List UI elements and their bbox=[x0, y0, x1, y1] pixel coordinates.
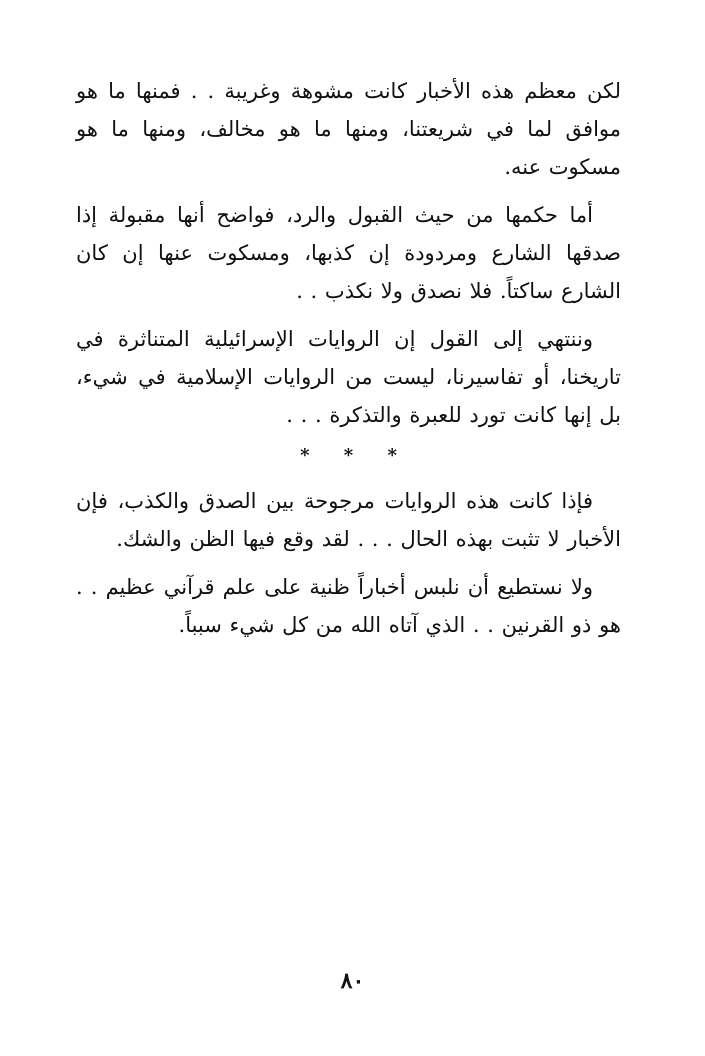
paragraph-4: فإذا كانت هذه الروايات مرجوحة بين الصدق والكذب، فإن الأخبار لا تثبت بهذه الحال . . . لقد وقع فيها الظن والشك. bbox=[76, 489, 621, 551]
paragraph-1: لكن معظم هذه الأخبار كانت مشوهة وغريبة . . فمنها ما هو موافق لما في شريعتنا، ومنها ما هو مخالف، ومنها ما هو مسكوت عنه. bbox=[76, 79, 621, 179]
paragraph-5: ولا نستطيع أن نلبس أخباراً ظنية على علم قرآني عظيم . . هو ذو القرنين . . الذي آتاه الله من كل شيء سبباً. bbox=[76, 575, 621, 637]
paragraph-2: أما حكمها من حيث القبول والرد، فواضح أنها مقبولة إذا صدقها الشارع ومردودة إن كذبها، ومسكوت عنها إن كان الشارع ساكتاً. فلا نصدق ولا نكذب . . bbox=[76, 203, 621, 303]
body-text bbox=[76, 72, 621, 654]
paragraph-3: وننتهي إلى القول إن الروايات الإسرائيلية المتناثرة في تاريخنا، أو تفاسيرنا، ليست من الروايات الإسلامية في شيء، بل إنها كانت تورد للعبرة والتذكرة . . . bbox=[76, 327, 621, 427]
page-number: ٨٠ bbox=[340, 968, 365, 994]
section-divider: * * * bbox=[300, 445, 411, 466]
